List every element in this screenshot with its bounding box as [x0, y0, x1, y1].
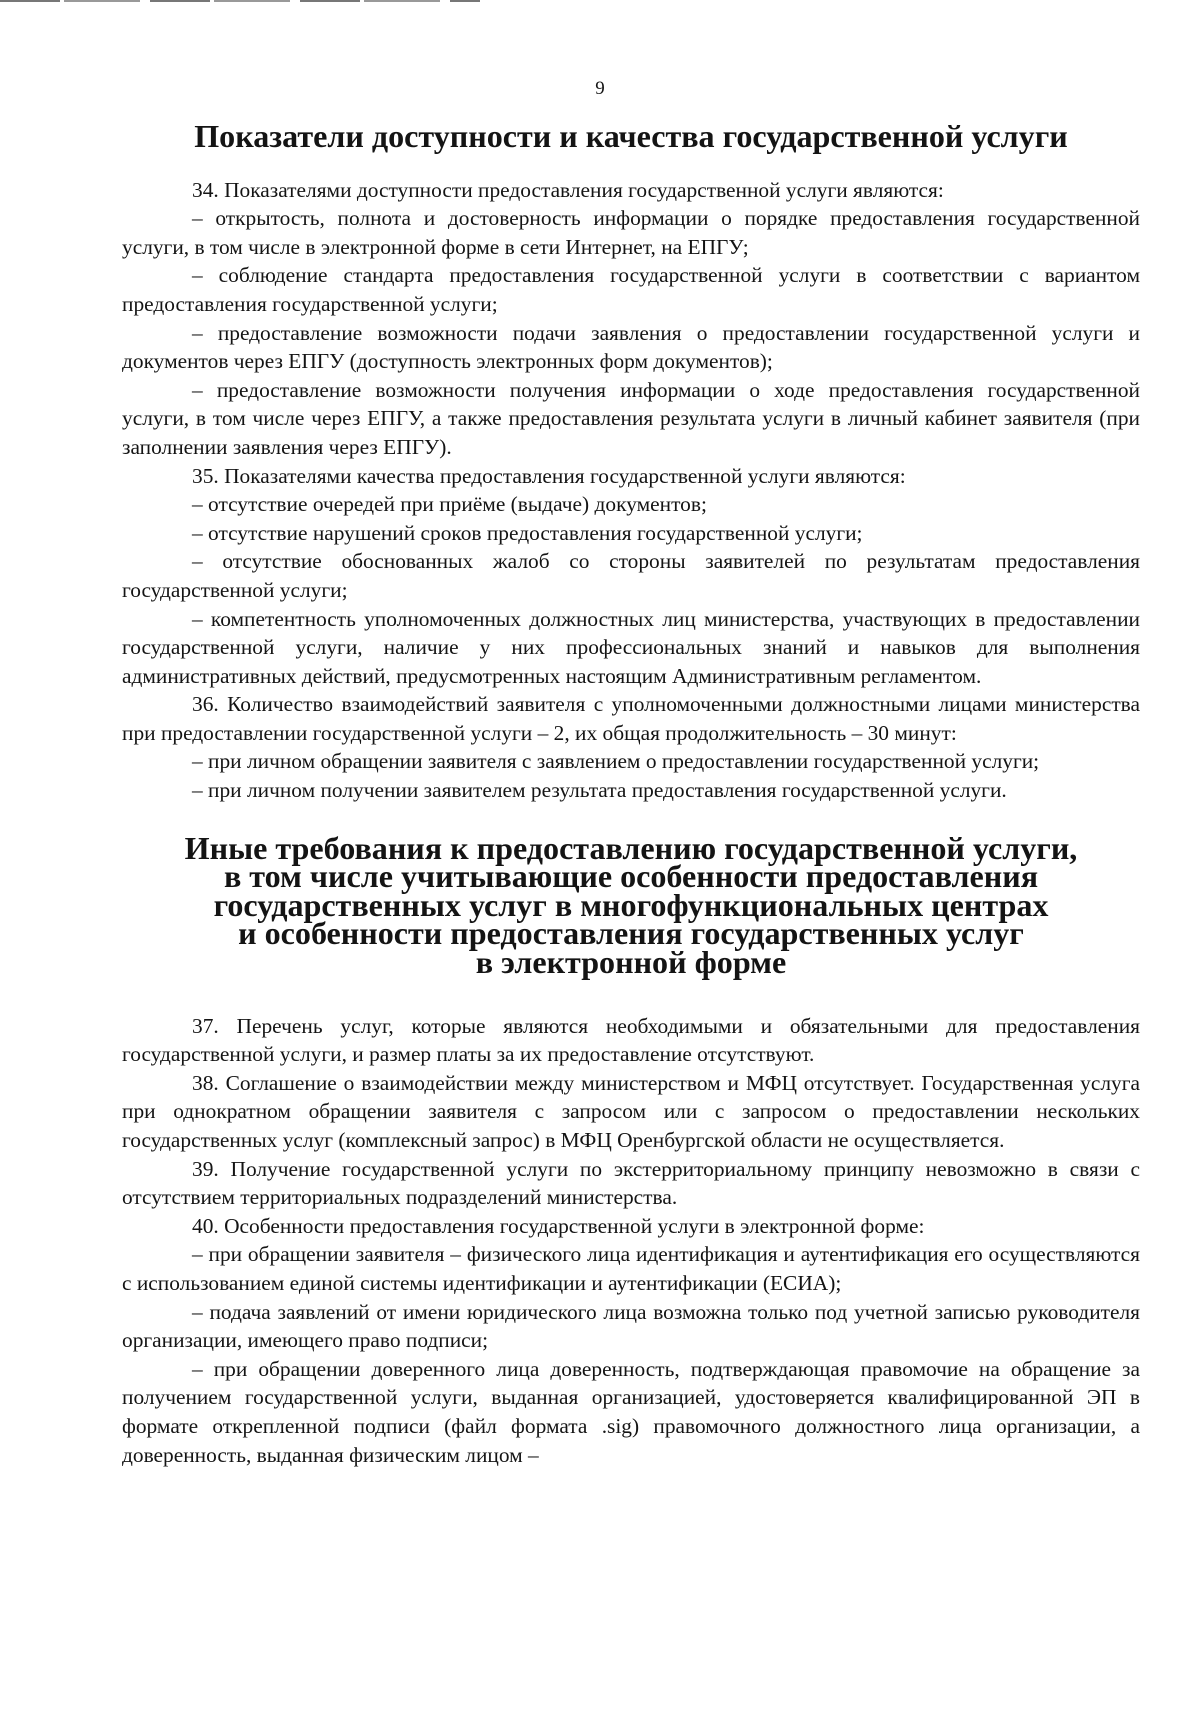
document-body: [122, 118, 1140, 1469]
paragraph: – отсутствие нарушений сроков предоставления государственной услуги;: [192, 520, 863, 545]
paragraph: – отсутствие обоснованных жалоб со стороны заявителей по результатам предоставления государственной услуги;: [122, 549, 1140, 602]
paragraph: 37. Перечень услуг, которые являются необходимыми и обязательными для предоставления государственной услуги, и размер платы за их предоставление отсутствуют.: [122, 1013, 1140, 1067]
paragraph: – открытость, полнота и достоверность информации о порядке предоставления государственной услуги, в том числе в электронной форме в сети Интернет, на ЕПГУ;: [122, 206, 1140, 259]
paragraph: – при обращении заявителя – физического лица идентификация и аутентификация его осуществляются с использованием единой системы идентификации и аутентификации (ЕСИА);: [122, 1242, 1140, 1295]
heading-line: государственных услуг в многофункциональных центрах: [213, 886, 1049, 923]
page-number: 9: [595, 78, 605, 99]
paragraph: – при личном обращении заявителя с заявлением о предоставлении государственной услуги;: [192, 749, 1040, 774]
paragraph: – отсутствие очередей при приёме (выдаче) документов;: [192, 492, 707, 517]
heading-line: Иные требования к предоставлению государственной услуги,: [184, 829, 1078, 866]
heading-line: и особенности предоставления государственных услуг: [238, 915, 1024, 952]
section-1-body: [122, 176, 1140, 805]
paragraph: 40. Особенности предоставления государственной услуги в электронной форме:: [192, 1213, 925, 1238]
paragraph: – соблюдение стандарта предоставления государственной услуги в соответствии с вариантом предоставления государственной услуги;: [122, 263, 1140, 316]
paragraph: – при личном получении заявителем результата предоставления государственной услуги.: [192, 778, 1007, 803]
heading-line: в том числе учитывающие особенности предоставления: [223, 858, 1039, 895]
heading-line: в электронной форме: [475, 944, 787, 981]
paragraph: – предоставление возможности подачи заявления о предоставлении государственной услуги и документов через ЕПГУ (доступность электронных форм документов);: [122, 320, 1140, 374]
paragraph: 38. Соглашение о взаимодействии между министерством и МФЦ отсутствует. Государственная услуга при однократном обращении заявителя с запросом или с запросом о предоставлении нескольких государственных услуг (комплексный запрос) в МФЦ Оренбургской области не осуществляется.: [122, 1070, 1140, 1152]
section-heading-other-requirements: [122, 829, 1140, 981]
paragraph: 39. Получение государственной услуги по экстерриториальному принципу невозможно в связи с отсутствием территориальных подразделений министерства.: [122, 1156, 1140, 1210]
paragraph: – подача заявлений от имени юридического лица возможна только под учетной записью руководителя организации, имеющего право подписи;: [122, 1299, 1140, 1353]
paragraph: 34. Показателями доступности предоставления государственной услуги являются:: [192, 177, 944, 202]
paragraph: – предоставление возможности получения информации о ходе предоставления государственной услуги, в том числе через ЕПГУ, а также предоставления результата услуги в личный кабинет заявителя (при заполнении заявления через ЕПГУ).: [122, 377, 1140, 459]
section-heading-availability-quality: Показатели доступности и качества государственной услуги: [194, 118, 1068, 154]
paragraph: 36. Количество взаимодействий заявителя с уполномоченными должностными лицами министерства при предоставлении государственной услуги – 2, их общая продолжительность – 30 минут:: [122, 692, 1140, 745]
scan-edge-artifact: [0, 0, 480, 2]
paragraph: – компетентность уполномоченных должностных лиц министерства, участвующих в предоставлении государственной услуги, наличие у них профессиональных знаний и навыков для выполнения административных действий, предусмотренных настоящим Административным регламентом.: [122, 606, 1140, 688]
section-2-body: [122, 1012, 1140, 1470]
paragraph: – при обращении доверенного лица доверенность, подтверждающая правомочие на обращение за получением государственной услуги, выданная организацией, удостоверяется квалифицированной ЭП в формате открепленной подписи (файл формата .sig) правомочного должностного лица организации, а доверенность, выданная физическим лицом –: [122, 1356, 1140, 1467]
paragraph: 35. Показателями качества предоставления государственной услуги являются:: [192, 463, 906, 488]
